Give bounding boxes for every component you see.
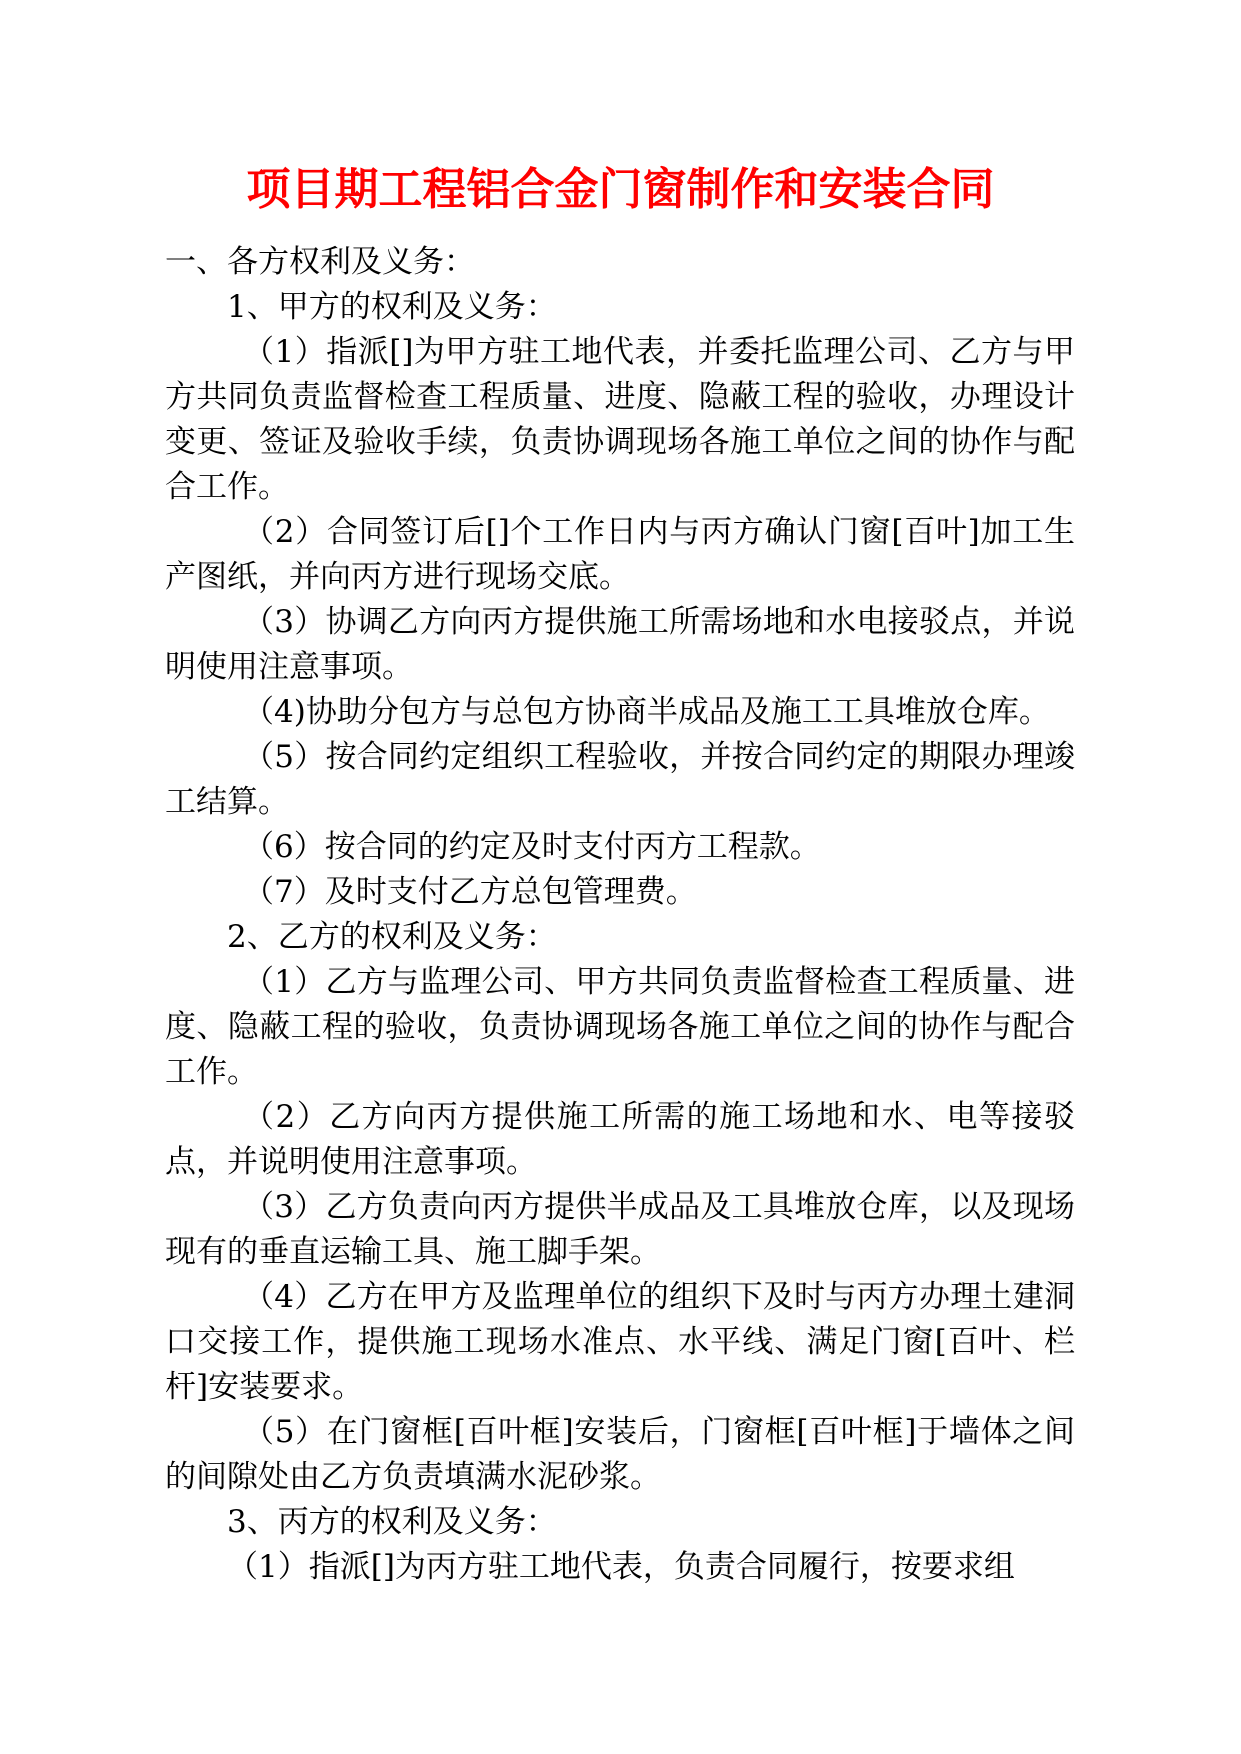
paragraph: （1）乙方与监理公司、甲方共同负责监督检查工程质量、进度、隐蔽工程的验收，负责协调现场各施工单位之间的协作与配合工作。 [165,964,1075,1090]
paragraph: 1、甲方的权利及义务： [227,289,557,325]
paragraph: 一、各方权利及义务： [165,244,475,280]
paragraph: （4)协助分包方与总包方协商半成品及施工工具堆放仓库。 [243,694,1050,730]
paragraph: （2）乙方向丙方提供施工所需的施工场地和水、电等接驳点，并说明使用注意事项。 [165,1099,1075,1180]
paragraph: （4）乙方在甲方及监理单位的组织下及时与丙方办理土建洞口交接工作，提供施工现场水准点、水平线、满足门窗[百叶、栏杆]安装要求。 [165,1279,1075,1405]
paragraph: （7）及时支付乙方总包管理费。 [243,874,697,910]
paragraph: （5）按合同约定组织工程验收，并按合同约定的期限办理竣工结算。 [165,739,1075,820]
document-title: 项目期工程铝合金门窗制作和安装合同 [246,164,995,215]
paragraph: （1）指派[]为丙方驻工地代表，负责合同履行，按要求组 [227,1549,1015,1585]
paragraph: （6）按合同的约定及时支付丙方工程款。 [243,829,821,865]
paragraph: （2）合同签订后[]个工作日内与丙方确认门窗[百叶]加工生产图纸，并向丙方进行现场交底。 [165,514,1075,595]
paragraph: （3）乙方负责向丙方提供半成品及工具堆放仓库，以及现场现有的垂直运输工具、施工脚手架。 [165,1189,1075,1270]
document-body [165,240,1075,1590]
paragraph: 2、乙方的权利及义务： [227,919,557,955]
paragraph: 3、丙方的权利及义务： [227,1504,557,1540]
paragraph: （5）在门窗框[百叶框]安装后，门窗框[百叶框]于墙体之间的间隙处由乙方负责填满水泥砂浆。 [165,1414,1075,1495]
paragraph: （3）协调乙方向丙方提供施工所需场地和水电接驳点，并说明使用注意事项。 [165,604,1075,685]
paragraph: （1）指派[]为甲方驻工地代表，并委托监理公司、乙方与甲方共同负责监督检查工程质量、进度、隐蔽工程的验收，办理设计变更、签证及验收手续，负责协调现场各施工单位之间的协作与配合工作。 [165,334,1075,505]
